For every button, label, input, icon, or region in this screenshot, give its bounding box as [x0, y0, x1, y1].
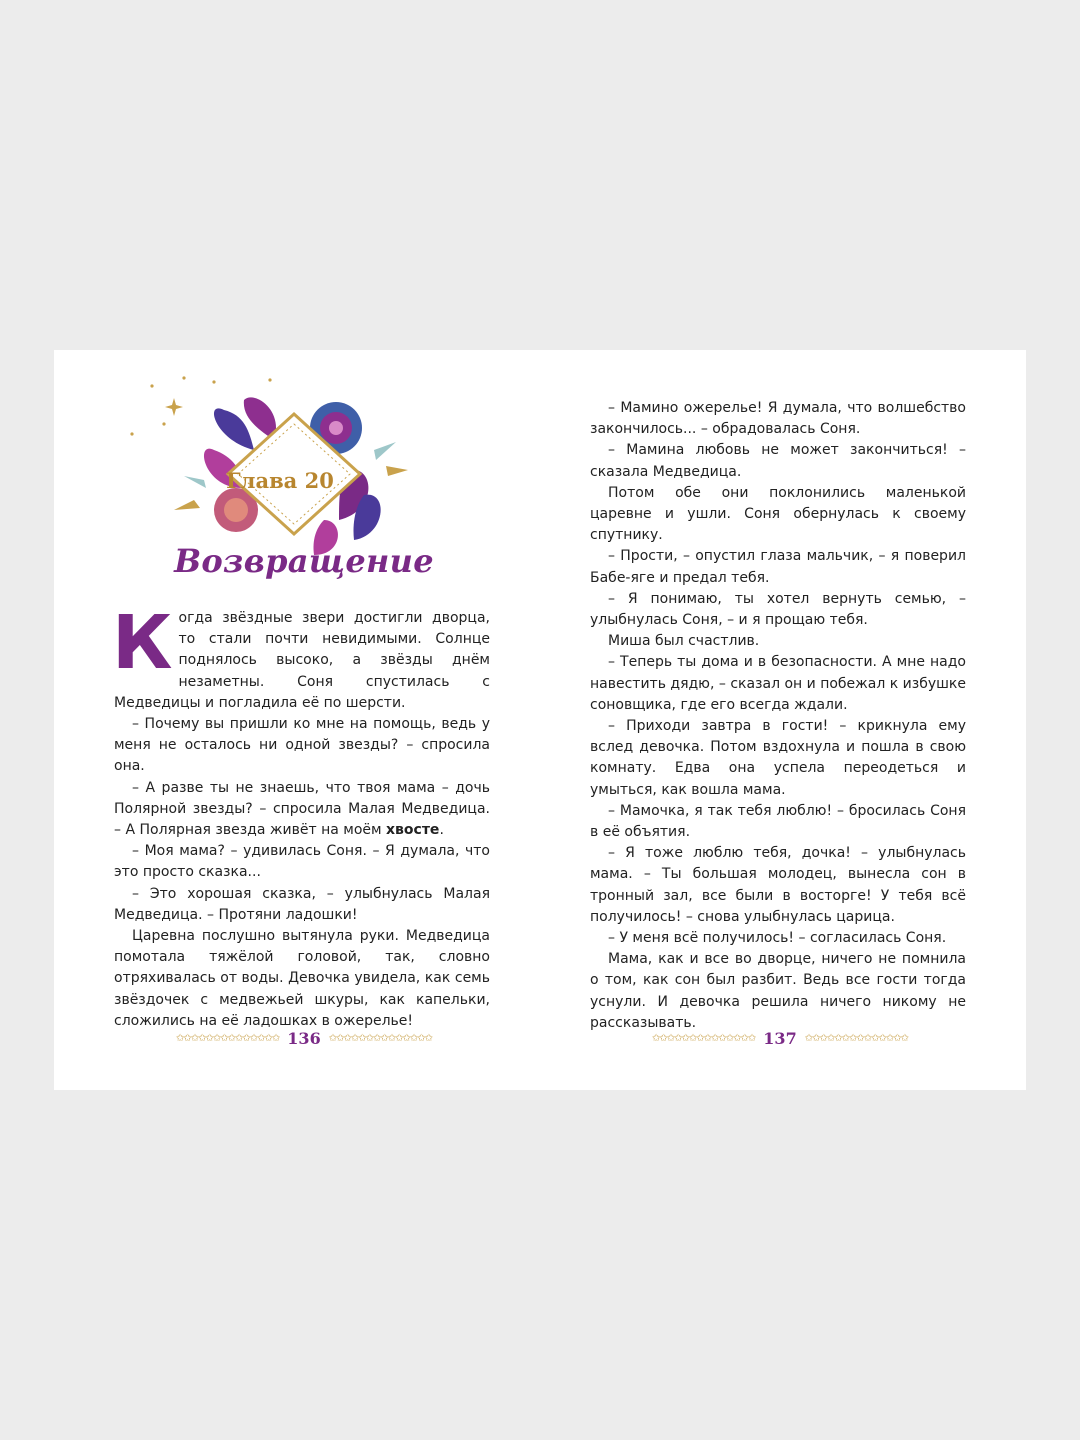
chapter-label: Глава 20: [226, 468, 334, 493]
first-paragraph: [112, 600, 490, 714]
first-paragraph-text: огда звёздные звери достигли дворца, то стали почти невидимыми. Солнце поднялось высоко, а звёзды днём незаметны. Соня спустилась с Медведицы и погладила её по шерсти.: [114, 610, 490, 711]
paragraph: Мама, как и все во дворце, ничего не помнила о том, как сон был разбит. Ведь все гости тогда уснули. И девочка решила ничего никому не рассказывать.: [590, 951, 966, 1031]
page-number: 136: [287, 1028, 321, 1048]
bold-word: хвосте: [386, 822, 440, 839]
page-footer: [590, 1028, 970, 1048]
paragraph: – Это хорошая сказка, – улыбнулась Малая Медведица. – Протяни ладошки!: [114, 885, 490, 923]
drop-cap: К: [112, 600, 173, 686]
book-spread: [54, 350, 1026, 1090]
paragraph: – Моя мама? – удивилась Соня. – Я думала, что это просто сказка...: [114, 843, 490, 881]
paragraph: Миша был счастлив.: [608, 633, 760, 650]
chapter-emblem: [124, 370, 444, 570]
paragraph-end: .: [439, 822, 444, 839]
paragraph: – Теперь ты дома и в безопасности. А мне надо навестить дядю, – сказал он и побежал к избушке соновщика, где его всегда ждали.: [590, 654, 966, 713]
paragraph: – Мамина любовь не может закончиться! – сказала Медведица.: [590, 442, 966, 480]
right-page-text: [590, 398, 966, 1034]
paragraph: – Прости, – опустил глаза мальчик, – я поверил Бабе-яге и предал тебя.: [590, 548, 966, 586]
paragraph: – Я понимаю, ты хотел вернуть семью, – улыбнулась Соня, – и я прощаю тебя.: [590, 590, 966, 629]
left-page: [54, 350, 540, 1090]
chapter-title: Возвращение: [174, 542, 434, 580]
star-border-icon: ✩✩✩✩✩✩✩✩✩✩✩✩✩✩: [651, 1032, 756, 1044]
paragraph-text: – А разве ты не знаешь, что твоя мама – дочь Полярной звезды? – спросила Малая Медведица. – А Полярная звезда живёт на моём: [114, 779, 490, 839]
left-page-text: [112, 600, 490, 1032]
paragraph: – У меня всё получилось! – согласилась Соня.: [608, 930, 947, 947]
star-border-icon: ✩✩✩✩✩✩✩✩✩✩✩✩✩✩: [328, 1032, 433, 1044]
paragraph: – Приходи завтра в гости! – крикнула ему вслед девочка. Потом вздохнула и пошла в свою комнату. Едва она успела переодеться и умыться, как вошла мама.: [590, 718, 966, 798]
paragraph: [114, 778, 490, 842]
paragraph: – Я тоже люблю тебя, дочка! – улыбнулась мама. – Ты большая молодец, вынесла сон в тронный зал, все были в восторге! У тебя всё получилось! – снова улыбнулась царица.: [590, 845, 966, 925]
paragraph: – Мамочка, я так тебя люблю! – бросилась Соня в её объятия.: [590, 802, 966, 841]
paragraph: – Почему вы пришли ко мне на помощь, ведь у меня не осталось ни одной звезды? – спросила она.: [114, 716, 490, 775]
paragraph: – Мамино ожерелье! Я думала, что волшебство закончилось... – обрадовалась Соня.: [590, 400, 966, 438]
star-border-icon: ✩✩✩✩✩✩✩✩✩✩✩✩✩✩: [804, 1032, 909, 1044]
page-number: 137: [763, 1028, 797, 1048]
page-footer: [114, 1028, 494, 1048]
paragraph: Потом обе они поклонились маленькой царевне и ушли. Соня обернулась к своему спутнику.: [590, 484, 966, 544]
paragraph: Царевна послушно вытянула руки. Медведица помотала тяжёлой головой, так, словно отряхивалась от воды. Девочка увидела, как семь звёздочек с медвежьей шкуры, как капельки, сложились на её ладошках в ожерелье!: [114, 928, 490, 1029]
star-border-icon: ✩✩✩✩✩✩✩✩✩✩✩✩✩✩: [175, 1032, 280, 1044]
